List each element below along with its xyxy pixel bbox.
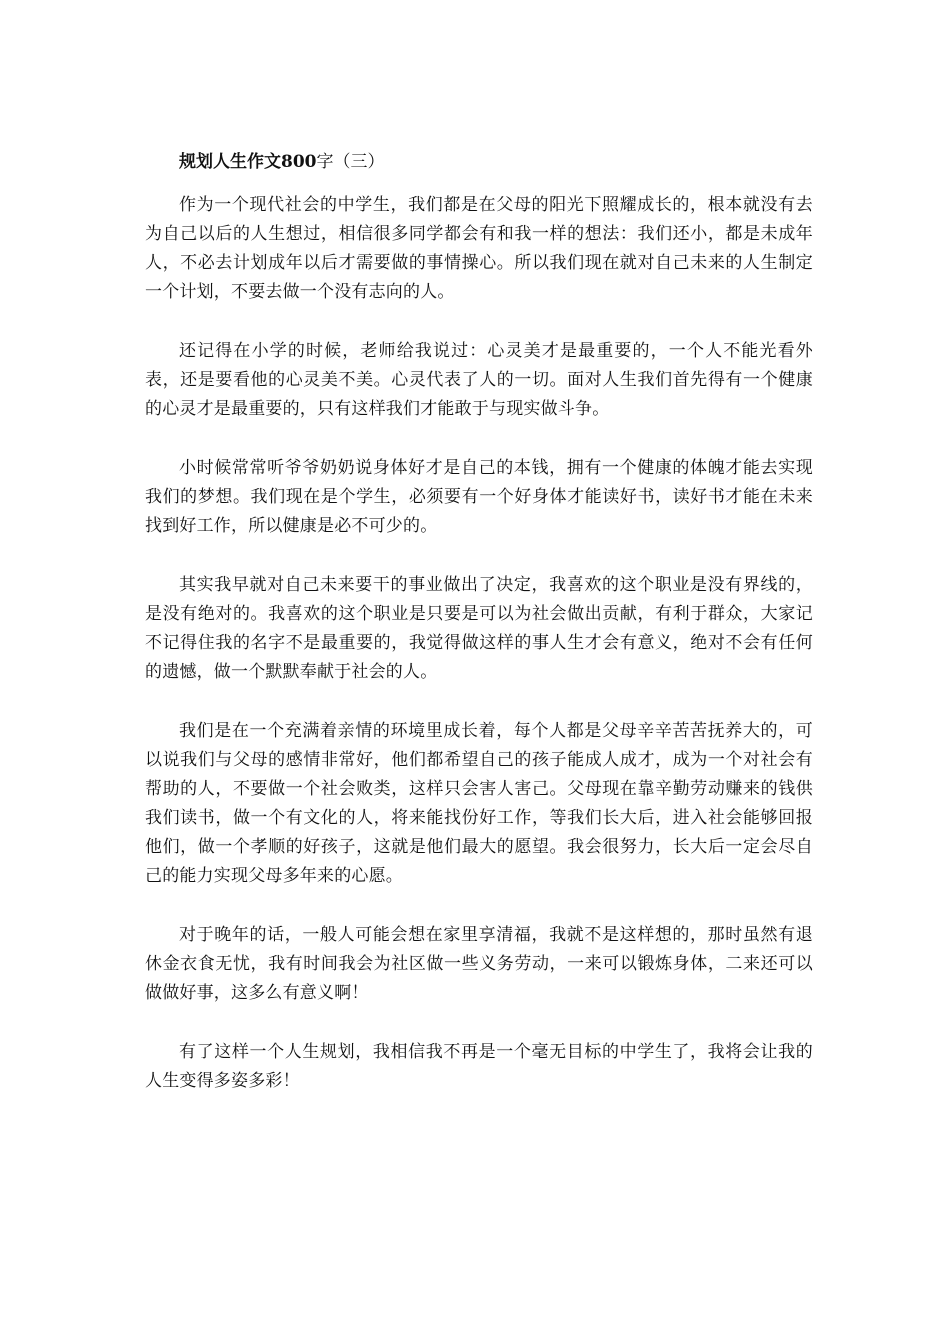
paragraph-1: 作为一个现代社会的中学生，我们都是在父母的阳光下照耀成长的，根本就没有去为自己以后的人生想过，相信很多同学都会有和我一样的想法：我们还小，都是未成年人，不必去计划成年以后才需要做的事情操心。所以我们现在就对自己未来的人生制定一个计划，不要去做一个没有志向的人。 [145,195,813,302]
paragraph-4: 其实我早就对自己未来要干的事业做出了决定，我喜欢的这个职业是没有界线的，是没有绝对的。我喜欢的这个职业是只要是可以为社会做出贡献，有利于群众，大家记不记得住我的名字不是最重要的，我觉得做这样的事人生才会有意义，绝对不会有任何的遗憾，做一个默默奉献于社会的人。 [145,575,813,682]
title-main: 规划人生作文800 [179,152,317,172]
paragraph-2: 还记得在小学的时候，老师给我说过：心灵美才是最重要的，一个人不能光看外表，还是要看他的心灵美不美。心灵代表了人的一切。面对人生我们首先得有一个健康的心灵才是最重要的，只有这样我们才能敢于与现实做斗争。 [145,341,813,419]
document-body [145,148,813,1126]
document-title [145,148,813,177]
paragraph-3: 小时候常常听爷爷奶奶说身体好才是自己的本钱，拥有一个健康的体魄才能去实现我们的梦想。我们现在是个学生，必须要有一个好身体才能读好书，读好书才能在未来找到好工作，所以健康是必不可少的。 [145,458,813,536]
paragraph-5: 我们是在一个充满着亲情的环境里成长着，每个人都是父母辛辛苦苦抚养大的，可以说我们与父母的感情非常好，他们都希望自己的孩子能成人成才，成为一个对社会有帮助的人，不要做一个社会败类，这样只会害人害己。父母现在靠辛勤劳动赚来的钱供我们读书，做一个有文化的人，将来能找份好工作，等我们长大后，进入社会能够回报他们，做一个孝顺的好孩子，这就是他们最大的愿望。我会很努力，长大后一定会尽自己的能力实现父母多年来的心愿。 [145,721,813,886]
paragraph-7: 有了这样一个人生规划，我相信我不再是一个毫无目标的中学生了，我将会让我的人生变得多姿多彩！ [145,1042,813,1091]
title-suffix: 字（三） [316,152,385,172]
paragraph-6: 对于晚年的话，一般人可能会想在家里享清福，我就不是这样想的，那时虽然有退休金衣食无忧，我有时间我会为社区做一些义务劳动，一来可以锻炼身体，二来还可以做做好事，这多么有意义啊！ [145,925,813,1003]
